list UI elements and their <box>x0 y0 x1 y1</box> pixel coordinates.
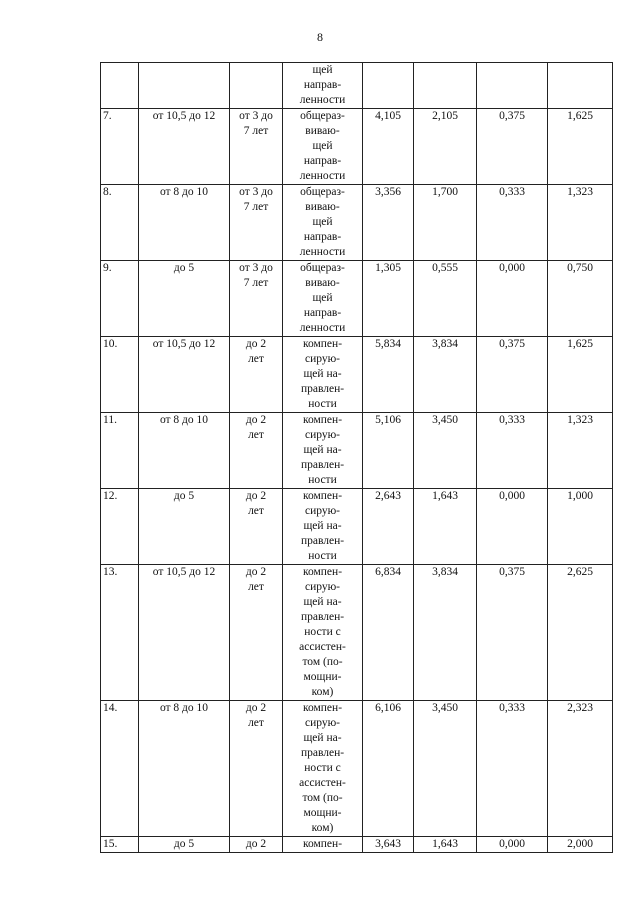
cell-age: до 5 <box>139 489 230 565</box>
cell-num: 9. <box>101 261 139 337</box>
cell-focus: компен- сирую- щей на- правлен- ности <box>283 337 363 413</box>
cell-focus: компен- сирую- щей на- правлен- ности <box>283 413 363 489</box>
cell-age: от 10,5 до 12 <box>139 565 230 701</box>
cell-value-2: 1,643 <box>414 489 477 565</box>
cell-value-4: 1,625 <box>548 337 613 413</box>
cell-value-2: 3,450 <box>414 413 477 489</box>
cell-focus: общераз- виваю- щей направ- ленности <box>283 261 363 337</box>
cell-duration: от 3 до 7 лет <box>230 261 283 337</box>
cell-num: 13. <box>101 565 139 701</box>
table-row-continued <box>101 63 613 109</box>
table-row <box>101 109 613 185</box>
tariff-table <box>100 62 613 853</box>
cell-value-3 <box>477 63 548 109</box>
cell-duration: до 2 <box>230 837 283 853</box>
cell-value-2: 3,450 <box>414 701 477 837</box>
cell-value-3: 0,333 <box>477 701 548 837</box>
cell-duration: до 2 лет <box>230 413 283 489</box>
cell-num: 11. <box>101 413 139 489</box>
cell-duration: от 3 до 7 лет <box>230 109 283 185</box>
cell-value-3: 0,375 <box>477 109 548 185</box>
cell-focus: общераз- виваю- щей направ- ленности <box>283 185 363 261</box>
cell-age: от 8 до 10 <box>139 701 230 837</box>
cell-value-4: 2,000 <box>548 837 613 853</box>
cell-duration: до 2 лет <box>230 565 283 701</box>
table-row <box>101 413 613 489</box>
cell-focus: компен- сирую- щей на- правлен- ности с ассистен- том (по- мощни- ком) <box>283 565 363 701</box>
cell-value-1: 5,106 <box>363 413 414 489</box>
cell-duration: до 2 лет <box>230 489 283 565</box>
cell-age: от 8 до 10 <box>139 185 230 261</box>
cell-value-1: 4,105 <box>363 109 414 185</box>
table-row <box>101 261 613 337</box>
table-row <box>101 337 613 413</box>
cell-value-1: 6,106 <box>363 701 414 837</box>
cell-age: от 10,5 до 12 <box>139 109 230 185</box>
cell-duration <box>230 63 283 109</box>
cell-value-2: 2,105 <box>414 109 477 185</box>
cell-value-1: 3,356 <box>363 185 414 261</box>
cell-num <box>101 63 139 109</box>
cell-value-2: 3,834 <box>414 337 477 413</box>
cell-num: 15. <box>101 837 139 853</box>
cell-focus: щей направ- ленности <box>283 63 363 109</box>
cell-value-4: 1,625 <box>548 109 613 185</box>
cell-duration: до 2 лет <box>230 337 283 413</box>
cell-duration: от 3 до 7 лет <box>230 185 283 261</box>
cell-value-1: 3,643 <box>363 837 414 853</box>
cell-age: до 5 <box>139 837 230 853</box>
cell-value-4 <box>548 63 613 109</box>
cell-value-1: 1,305 <box>363 261 414 337</box>
cell-num: 10. <box>101 337 139 413</box>
cell-value-3: 0,000 <box>477 837 548 853</box>
cell-value-3: 0,000 <box>477 261 548 337</box>
table-row <box>101 837 613 853</box>
cell-value-4: 1,000 <box>548 489 613 565</box>
cell-age: от 8 до 10 <box>139 413 230 489</box>
table-row <box>101 185 613 261</box>
cell-value-3: 0,375 <box>477 337 548 413</box>
cell-focus: общераз- виваю- щей направ- ленности <box>283 109 363 185</box>
cell-value-2: 0,555 <box>414 261 477 337</box>
table-row <box>101 565 613 701</box>
cell-focus: компен- <box>283 837 363 853</box>
cell-value-2: 3,834 <box>414 565 477 701</box>
cell-value-3: 0,333 <box>477 185 548 261</box>
cell-value-1 <box>363 63 414 109</box>
cell-value-2 <box>414 63 477 109</box>
table-row <box>101 701 613 837</box>
table-row <box>101 489 613 565</box>
cell-num: 14. <box>101 701 139 837</box>
cell-value-4: 2,323 <box>548 701 613 837</box>
cell-focus: компен- сирую- щей на- правлен- ности <box>283 489 363 565</box>
cell-value-1: 5,834 <box>363 337 414 413</box>
cell-duration: до 2 лет <box>230 701 283 837</box>
cell-value-4: 1,323 <box>548 413 613 489</box>
cell-value-3: 0,000 <box>477 489 548 565</box>
cell-value-1: 6,834 <box>363 565 414 701</box>
cell-value-2: 1,643 <box>414 837 477 853</box>
cell-age: от 10,5 до 12 <box>139 337 230 413</box>
cell-value-4: 2,625 <box>548 565 613 701</box>
cell-num: 7. <box>101 109 139 185</box>
cell-focus: компен- сирую- щей на- правлен- ности с ассистен- том (по- мощни- ком) <box>283 701 363 837</box>
cell-num: 8. <box>101 185 139 261</box>
page-number: 8 <box>317 30 323 44</box>
cell-value-4: 1,323 <box>548 185 613 261</box>
cell-value-4: 0,750 <box>548 261 613 337</box>
cell-value-3: 0,333 <box>477 413 548 489</box>
cell-value-2: 1,700 <box>414 185 477 261</box>
cell-value-1: 2,643 <box>363 489 414 565</box>
cell-age <box>139 63 230 109</box>
cell-age: до 5 <box>139 261 230 337</box>
cell-value-3: 0,375 <box>477 565 548 701</box>
cell-num: 12. <box>101 489 139 565</box>
